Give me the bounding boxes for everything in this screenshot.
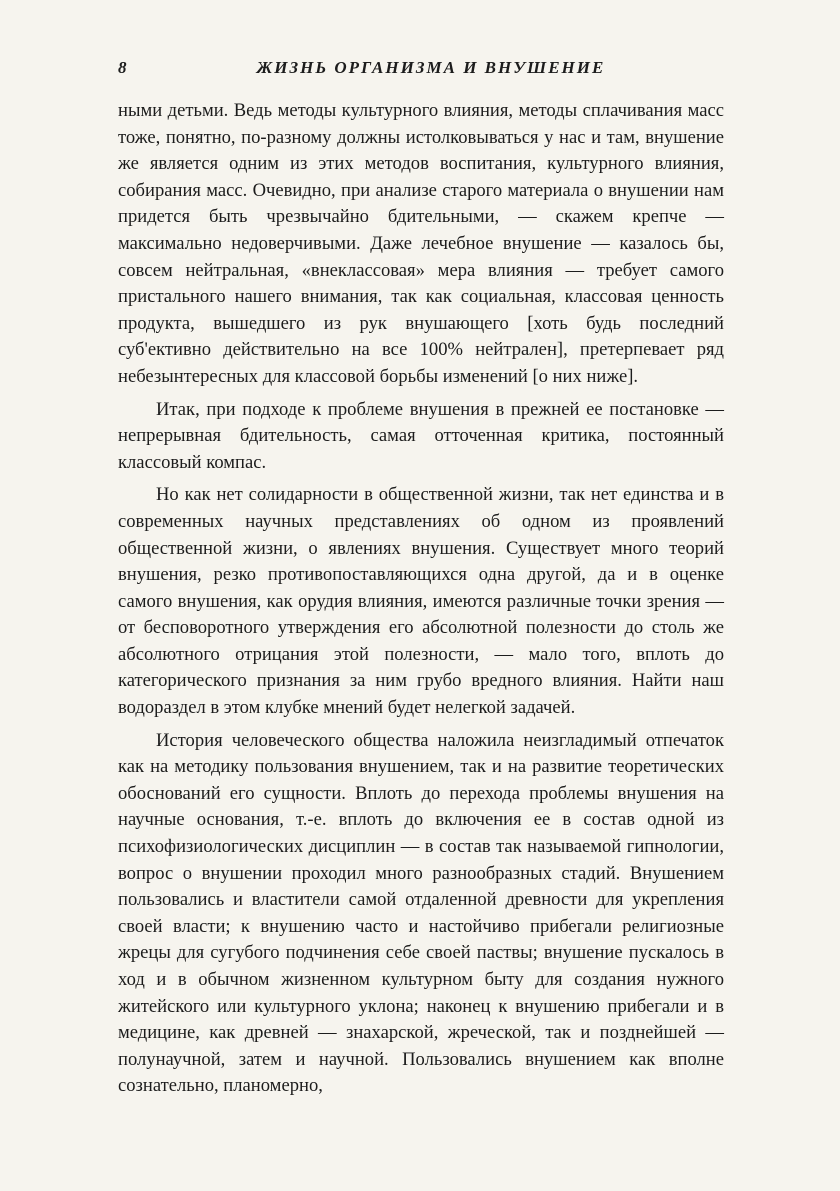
page-number: 8	[118, 58, 127, 77]
book-page	[118, 58, 724, 1100]
body-text	[118, 98, 724, 1100]
paragraph: История человеческого общества наложила неизгладимый отпечаток как на методику пользования внушением, так и на развитие теоретических обоснований его сущности. Вплоть до перехода проблемы внушения на научные основания, т.-е. вплоть до включения ее в состав одной из психофизиологических дисциплин — в состав так называемой гипнологии, вопрос о внушении проходил много разнообразных стадий. Внушением пользовались и властители самой отдаленной древности для укрепления своей власти; к внушению часто и настойчиво прибегали религиозные жрецы для сугубого подчинения себе своей паствы; внушение пускалось в ход и в обычном жизненном культурном быту для создания нужного житейского или культурного уклона; наконец к внушению прибегали и в медицине, как древней — знахарской, жреческой, так и позднейшей — полунаучной, затем и научной. Пользовались внушением как вполне сознательно, планомерно,	[118, 729, 724, 1097]
paragraph-continued: ными детьми. Ведь методы культурного влияния, методы сплачивания масс тоже, понятно, по-разному должны истолковываться у нас и там, внушение же является одним из этих методов воспитания, культурного влияния, собирания масс. Очевидно, при анализе старого материала о внушении нам придется быть чрезвычайно бдительными, — скажем крепче — максимально недоверчивыми. Даже лечебное внушение — казалось бы, совсем нейтральная, «внеклассовая» мера влияния — требует самого пристального нашего внимания, так как социальная, классовая ценность продукта, вышедшего из рук внушающего [хоть будь последний суб'ективно действительно на все 100% нейтрален], претерпевает ряд небезынтересных для классовой борьбы изменений [о них ниже].	[118, 100, 724, 387]
running-title: ЖИЗНЬ ОРГАНИЗМА И ВНУШЕНИЕ	[256, 58, 606, 77]
paragraph: Итак, при подходе к проблеме внушения в прежней ее постановке — непрерывная бдительность, самая отточенная критика, постоянный классовый компас.	[118, 398, 724, 473]
page-header	[118, 58, 724, 84]
paragraph: Но как нет солидарности в общественной жизни, так нет единства и в современных научных представлениях об одном из проявлений общественной жизни, о явлениях внушения. Существует много теорий внушения, резко противопоставляющихся одна другой, да и в оценке самого внушения, как орудия влияния, имеются различные точки зрения — от бесповоротного утверждения его абсолютной полезности до столь же абсолютного отрицания этой полезности, — мало того, вплоть до категорического признания за ним грубо вредного влияния. Найти наш водораздел в этом клубке мнений будет нелегкой задачей.	[118, 484, 724, 719]
